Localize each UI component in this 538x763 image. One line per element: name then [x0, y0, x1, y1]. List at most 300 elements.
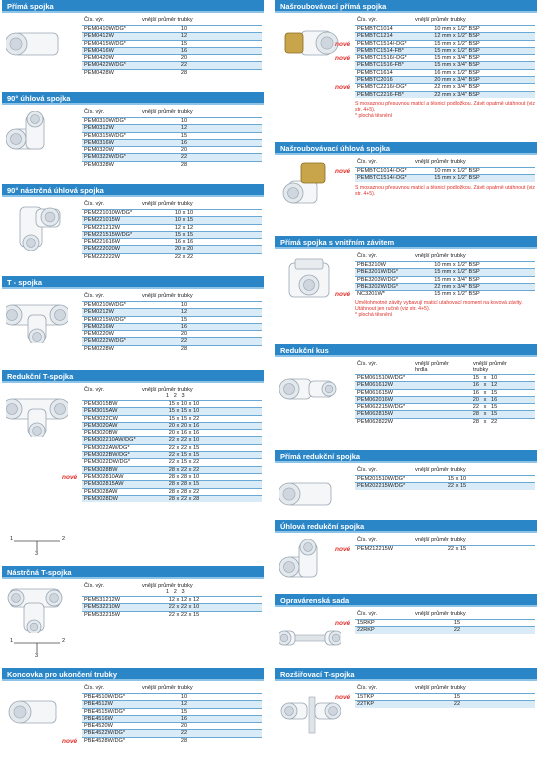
section-title: Přímá spojka [2, 0, 264, 13]
product-dimension: 15 [453, 694, 461, 700]
column-header-code: Čís. výr. [84, 293, 105, 299]
table-row [82, 301, 262, 308]
table-row [82, 47, 262, 54]
fitting-image [279, 687, 341, 735]
product-code: PEM302210AW/DG* [84, 437, 136, 444]
product-dimension: 22 x 15 [447, 483, 467, 490]
product-code: PBE3210W [357, 262, 386, 268]
product-section [2, 0, 264, 88]
product-dimension: 28 x 22 [472, 418, 498, 425]
table-row [82, 708, 262, 715]
product-table [355, 360, 535, 425]
port-label-2: 2 [62, 638, 66, 644]
diagram-lines [10, 639, 70, 655]
product-section [275, 668, 537, 763]
product-dimension: 22 [180, 62, 188, 69]
table-row [82, 729, 262, 736]
table-row [82, 495, 262, 502]
product-table [335, 684, 535, 708]
fitting-image [6, 111, 68, 159]
table-row [335, 40, 535, 48]
table-row [82, 117, 262, 124]
table-header [355, 252, 535, 261]
table-row [82, 603, 262, 610]
product-dimension: 28 [180, 345, 188, 352]
product-dimension: 22 x 22 x 15 [168, 444, 200, 451]
section-title: Našroubovávací přímá spojka [275, 0, 537, 13]
product-code: PEM221212W [84, 224, 121, 231]
product-code: PEM221616W [84, 239, 121, 246]
table-row [355, 76, 535, 83]
column-header-code: Čís. výr. [84, 583, 105, 589]
table-row [82, 209, 262, 216]
table-row [82, 480, 262, 487]
fitting-picture [279, 161, 341, 209]
column-header-dimension: vnější průměr trubky [415, 159, 466, 165]
table-row [335, 83, 535, 92]
product-code: PEMBTC1514/-DG* [357, 175, 407, 182]
table-row [355, 418, 535, 425]
product-dimension: 22 x 22 [174, 253, 194, 260]
table-row [355, 410, 535, 417]
table-row [82, 715, 262, 722]
product-dimension: 15 [180, 40, 188, 47]
table-row [82, 400, 262, 407]
product-dimension: 28 x 22 x 22 [168, 466, 200, 473]
product-dimension: 28 [180, 69, 188, 76]
product-code: PEM3022AW/DG* [84, 444, 130, 451]
table-header [82, 200, 262, 209]
new-badge: nové [335, 84, 351, 92]
product-code: PBE4520W [84, 723, 113, 730]
product-code: PEM0315W/DG* [84, 132, 126, 139]
table-row [82, 429, 262, 436]
column-header-dimension: vnější průměr trubky [415, 611, 466, 617]
product-code: PEM3022DW/DG* [84, 459, 131, 466]
product-code: PBE3203W/DG* [357, 276, 399, 283]
section-title: Redukční kus [275, 344, 537, 357]
table-row [82, 700, 262, 707]
product-code: PEM222222W [84, 253, 121, 260]
table-row [82, 216, 262, 223]
new-badge: nové [335, 291, 351, 299]
product-dimension: 20 x 20 [174, 246, 194, 253]
column-header-dimension: vnější průměr trubky [415, 685, 466, 691]
product-code: PEM3022BW/DG* [84, 452, 130, 459]
fitting-image [6, 687, 68, 735]
product-code: PEM221010W/DG* [84, 210, 133, 216]
product-dimension: 12 [180, 701, 188, 708]
new-badge: nové [335, 168, 351, 175]
product-code: PEM201510W/DG* [357, 476, 406, 482]
product-table [82, 292, 262, 352]
table-row [82, 451, 262, 458]
new-badge: nové [335, 40, 351, 48]
column-header-dimension: vnější průměr trubky [142, 685, 193, 691]
product-table [62, 386, 262, 502]
product-code: PEM0216W [84, 323, 114, 330]
product-code: PEM212215W [357, 546, 394, 552]
product-dimension: 20 [180, 147, 188, 154]
product-dimension: 28 [180, 737, 188, 744]
table-row [355, 276, 535, 283]
fitting-image [6, 203, 68, 251]
table-row [82, 323, 262, 330]
table-row [82, 415, 262, 422]
product-dimension: 12 x 12 [174, 224, 194, 231]
product-code: PEM062215W/DG* [357, 404, 406, 411]
product-dimension: 12 [180, 309, 188, 316]
table-header [355, 684, 535, 693]
fitting-image [279, 539, 341, 587]
section-title: Nástrčná T-spojka [2, 566, 264, 579]
product-dimension: 15 mm x 1/2" BSP [434, 175, 480, 182]
table-row [82, 308, 262, 315]
product-dimension: 22 x 15 [472, 404, 498, 411]
product-section [275, 344, 537, 448]
new-badge: nové [335, 620, 351, 627]
product-code: PBE3202W/DG* [357, 283, 399, 290]
product-dimension: 28 x 15 [472, 411, 498, 418]
product-dimension: 22 x 15 x 15 [168, 452, 200, 459]
product-dimension: 22 x 15 [447, 546, 467, 552]
product-code: PEM3028BW [84, 466, 118, 473]
table-row [82, 40, 262, 47]
product-code: PBE4516W [84, 715, 113, 722]
column-header-dimension: vnější průměr hrdla [415, 361, 449, 373]
table-row [355, 91, 535, 98]
fitting-image [6, 19, 68, 67]
column-header-dimension: vnější průměr trubky [415, 537, 466, 543]
fitting-picture [279, 539, 341, 587]
fitting-picture [6, 295, 68, 343]
product-code: PEM0222W/DG* [84, 338, 126, 345]
product-table [82, 582, 262, 618]
table-row [82, 32, 262, 39]
table-row [335, 693, 535, 701]
column-header-dimension: vnější průměr trubky [415, 253, 466, 259]
product-code: PEM0328W [84, 161, 114, 168]
product-dimension: 15 [180, 708, 188, 715]
product-code: PEM0316W [84, 139, 114, 146]
product-section [275, 594, 537, 664]
product-section [275, 236, 537, 342]
new-badge: nové [335, 55, 351, 63]
new-badge: nové [335, 546, 351, 553]
section-title: Úhlová redukční spojka [275, 520, 537, 533]
table-row [355, 396, 535, 403]
product-dimension: 22 [180, 730, 188, 737]
product-code: PEM0410W/DG* [84, 26, 126, 32]
product-dimension: 28 x 22 x 28 [168, 495, 200, 502]
product-code: PEMBTC1014/-DG* [357, 168, 407, 174]
table-header [82, 108, 262, 117]
product-section [2, 276, 264, 368]
column-header-dimension: vnější průměr trubky [142, 201, 193, 207]
product-code: 22TKP [357, 701, 375, 708]
section-title: Opravárenská sada [275, 594, 537, 607]
fitting-picture [279, 687, 341, 735]
table-row [355, 403, 535, 410]
fitting-image [6, 389, 68, 437]
table-row [355, 381, 535, 388]
column-header-code: Čís. výr. [357, 159, 378, 165]
product-code: PEM3020BW [84, 430, 118, 437]
table-header [355, 158, 535, 167]
product-code: PEMBTC2216-FB* [357, 91, 404, 98]
table-row [335, 54, 535, 63]
column-header-code: Čís. výr. [357, 537, 378, 543]
fitting-picture [279, 363, 341, 411]
product-dimension: 22 mm x 3/4" BSP [434, 84, 480, 91]
fitting-picture [279, 255, 341, 303]
table-row [82, 611, 262, 618]
product-table [335, 610, 535, 634]
section-title: Koncovka pro ukončení trubky [2, 668, 264, 681]
new-badge: nové [62, 737, 78, 745]
product-code: PEM062016W [357, 396, 394, 403]
column-header-dimension: vnější průměr trubky [142, 17, 193, 23]
product-code: PBE4522W/DG* [84, 730, 126, 737]
product-dimension: 16 [180, 47, 188, 54]
table-row [82, 722, 262, 729]
product-dimension: 20 mm x 3/4" BSP [434, 77, 480, 84]
product-code: PBE4512W [84, 701, 113, 708]
product-code: PEM0312W [84, 125, 114, 132]
table-row [82, 693, 262, 700]
product-dimension: 15 mm x 1/2" BSP [434, 47, 480, 54]
fitting-picture [6, 389, 68, 437]
port-label-1: 1 [10, 638, 14, 644]
product-dimension: 16 x 16 [174, 239, 194, 246]
column-header-dimension: vnější průměr trubky [415, 467, 466, 473]
table-row [355, 700, 535, 707]
product-code: PEM3022CW [84, 415, 118, 422]
product-section [2, 370, 264, 564]
product-code: PEM202215W/DG* [357, 483, 406, 490]
product-code: PEM3015AW [84, 408, 118, 415]
product-code: PBE3201W/DG* [357, 269, 399, 276]
product-dimension: 22 mm x 3/4" BSP [434, 91, 480, 98]
product-dimension: 22 [453, 627, 461, 634]
product-code: PBE4528W/DG* [84, 737, 126, 744]
fitting-picture [6, 687, 68, 735]
product-dimension: 15 x 15 [174, 231, 194, 238]
table-row [82, 54, 262, 61]
product-code: PEM3028DW [84, 495, 118, 502]
product-table [335, 536, 535, 553]
product-code: PEM531212W [84, 597, 121, 603]
product-dimension: 16 x 12 [472, 382, 498, 389]
column-header-code: Čís. výr. [84, 685, 105, 691]
table-row [82, 25, 262, 32]
table-row [355, 626, 535, 633]
product-code: 15RKP [357, 620, 375, 626]
table-row [82, 337, 262, 344]
column-header-dimension: vnější průměr trubky [142, 583, 193, 589]
table-header [82, 684, 262, 693]
table-row [82, 422, 262, 429]
product-code: PEM3020AW [84, 422, 118, 429]
product-code: NC3201W* [357, 291, 385, 298]
product-code: PEM3015BW [84, 401, 118, 407]
column-subheader: 1 2 3 [166, 393, 185, 399]
product-code: PEMBTC1614 [357, 69, 393, 76]
table-row [82, 124, 262, 131]
section-footnote: * plochá těsnění [355, 312, 393, 319]
product-dimension: 10 mm x 1/2" BSP [434, 262, 480, 268]
table-row [82, 238, 262, 245]
fitting-image [279, 363, 341, 411]
section-note: S mosaznou přesuvnou maticí a těsnicí podložkou. Závit opatrně utáhnout (viz str. 4+5). [355, 100, 535, 113]
product-dimension: 22 mm x 3/4" BSP [434, 283, 480, 290]
product-section [2, 92, 264, 180]
product-dimension: 15 [180, 316, 188, 323]
product-code: PBE4515W/DG* [84, 708, 126, 715]
product-code: PEMBTC1516/-DG* [357, 55, 407, 62]
product-code: PEM532215W [84, 611, 121, 618]
table-row [62, 473, 262, 481]
product-dimension: 16 mm x 1/2" BSP [434, 69, 480, 76]
diagram-lines [10, 537, 70, 553]
table-row [82, 146, 262, 153]
table-row [82, 407, 262, 414]
port-diagram [10, 537, 70, 561]
product-dimension: 10 mm x 1/2" BSP [434, 168, 480, 174]
product-section [275, 520, 537, 592]
table-row [82, 345, 262, 352]
product-section [2, 184, 264, 274]
product-code: PEM062822W [357, 418, 394, 425]
product-dimension: 22 x 22 x 15 [168, 611, 200, 618]
product-code: PEM0412W [84, 33, 114, 40]
product-code: PEM0220W [84, 331, 114, 338]
product-code: PEM3028AW [84, 488, 118, 495]
column-header-code: Čís. výr. [84, 387, 105, 393]
table-row [355, 374, 535, 381]
fitting-image [279, 613, 341, 661]
product-dimension: 28 x 28 x 15 [168, 481, 200, 488]
table-header [82, 292, 262, 301]
product-dimension: 16 x 15 [472, 389, 498, 396]
product-table [335, 16, 535, 119]
product-dimension: 10 [180, 26, 188, 32]
section-title: 90° nástrčná úhlová spojka [2, 184, 264, 197]
product-dimension: 15 mm x 1/2" BSP [434, 269, 480, 276]
product-dimension: 20 x 16 x 16 [168, 430, 200, 437]
product-code: PEM0310W/DG* [84, 118, 126, 124]
table-row [82, 231, 262, 238]
table-header [355, 466, 535, 475]
table-row [82, 253, 262, 260]
port-label-3: 3 [35, 653, 39, 659]
product-dimension: 15 x 10 [447, 476, 467, 482]
product-dimension: 10 x 15 [174, 217, 194, 224]
fitting-picture [6, 111, 68, 159]
fitting-picture [279, 19, 341, 67]
product-code: PEMBTC1514/-DG* [357, 40, 407, 47]
column-header-code: Čís. výr. [357, 253, 378, 259]
table-row [335, 290, 535, 299]
section-title: Rozšiřovací T-spojka [275, 668, 537, 681]
product-table [82, 108, 262, 168]
table-row [82, 330, 262, 337]
product-dimension: 22 [180, 154, 188, 161]
table-row [335, 545, 535, 553]
product-dimension: 12 [180, 125, 188, 132]
product-dimension: 15 x 10 [472, 375, 498, 381]
product-code: PEM061612W [357, 382, 394, 389]
column-header-dimension: vnější průměr trubky [142, 387, 193, 393]
product-dimension: 12 x 12 x 12 [168, 597, 200, 603]
product-dimension: 20 [180, 723, 188, 730]
table-row [82, 61, 262, 68]
column-header-code: Čís. výr. [357, 467, 378, 473]
table-row [355, 261, 535, 268]
table-row [82, 132, 262, 139]
product-dimension: 28 x 28 x 22 [168, 488, 200, 495]
product-dimension: 15 x 15 x 22 [168, 415, 200, 422]
product-section [2, 566, 264, 666]
fitting-picture [279, 469, 341, 517]
table-row [82, 596, 262, 603]
column-header-pipe: vnější průměr trubky [473, 361, 507, 373]
table-header [82, 582, 262, 596]
product-table [335, 252, 535, 319]
product-dimension: 10 [180, 118, 188, 124]
port-label-2: 2 [62, 536, 66, 542]
product-code: 22RKP [357, 627, 375, 634]
section-title: Přímá redukční spojka [275, 450, 537, 463]
column-header-code: Čís. výr. [84, 109, 105, 115]
table-row [355, 268, 535, 275]
new-badge: nové [62, 473, 78, 481]
product-dimension: 28 [180, 161, 188, 168]
table-row [82, 245, 262, 252]
product-code: PEM061510W/DG* [357, 375, 406, 381]
table-header [355, 16, 535, 25]
product-section [275, 0, 537, 140]
new-badge: nové [335, 694, 351, 701]
product-code: 15TKP [357, 694, 375, 700]
product-code: PEM0428W [84, 69, 114, 76]
section-title: Přímá spojka s vnitřním závitem [275, 236, 537, 249]
table-row [355, 47, 535, 54]
product-code: PEM0228W [84, 345, 114, 352]
table-row [335, 619, 535, 627]
product-code: PEM221015W [84, 217, 121, 224]
product-dimension: 20 [180, 331, 188, 338]
fitting-image [279, 255, 341, 303]
product-dimension: 15 mm x 3/4" BSP [434, 276, 480, 283]
product-code: PEM0215W/DG* [84, 316, 126, 323]
product-dimension: 10 x 10 [174, 210, 194, 216]
product-code: PEM0320W [84, 147, 114, 154]
column-header-dimension: vnější průměr trubky [142, 109, 193, 115]
product-dimension: 16 [180, 323, 188, 330]
product-table [82, 200, 262, 260]
port-label-3: 3 [35, 551, 39, 557]
table-row [355, 69, 535, 76]
fitting-picture [6, 19, 68, 67]
section-footnote: * plochá těsnění [355, 112, 393, 119]
table-row [355, 174, 535, 181]
product-dimension: 22 x 22 x 10 [168, 437, 200, 444]
table-header [355, 360, 535, 374]
table-row [62, 737, 262, 745]
product-code: PEMBTC1516-FB* [357, 62, 404, 69]
product-code: PEM532210W [84, 604, 121, 611]
